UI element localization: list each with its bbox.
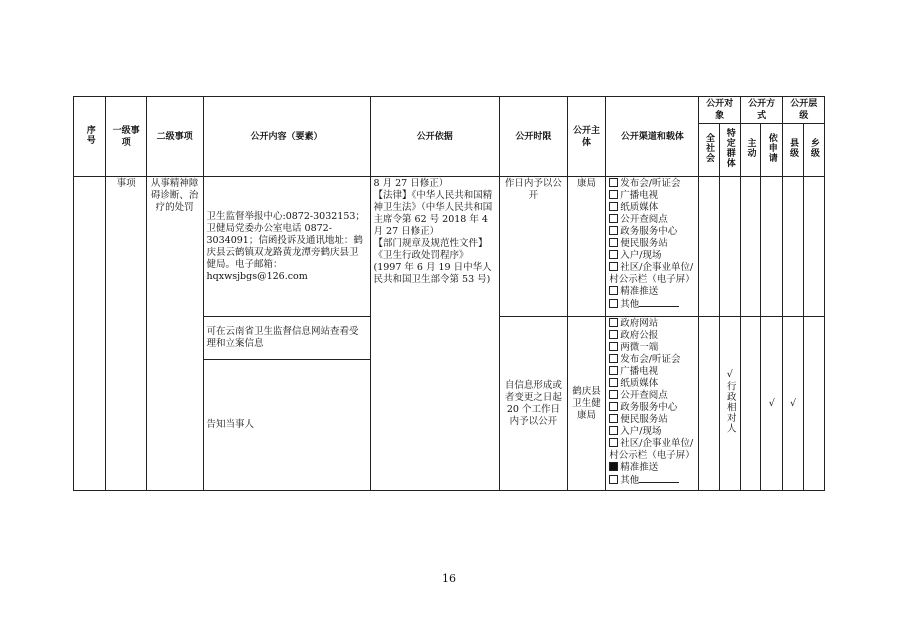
channel-label: 政务服务中心 xyxy=(620,402,678,413)
channel-item xyxy=(609,462,695,474)
channel-label: 精准推送 xyxy=(620,462,659,473)
channel-label: 入户/现场 xyxy=(620,426,662,437)
cell-level1: 事项 xyxy=(106,177,146,491)
channel-label: 发布会/听证会 xyxy=(620,178,681,189)
empty-box-icon xyxy=(609,438,618,447)
channel-item xyxy=(609,286,695,298)
channel-item xyxy=(609,318,695,330)
cell-method-active-1 xyxy=(740,177,760,317)
header-level-group: 公开层级 xyxy=(783,97,825,124)
channel-item xyxy=(609,426,695,438)
cell-channels-1 xyxy=(606,177,699,317)
header-content: 公开内容（要素） xyxy=(203,97,370,177)
cell-level-county-1 xyxy=(783,177,803,317)
header-target-group: 公开对象 xyxy=(699,97,741,124)
channel-item xyxy=(609,402,695,414)
channel-label: 社区/企事业单位/村公示栏（电子屏） xyxy=(609,262,695,285)
header-method-apply: 依申请 xyxy=(761,124,783,177)
cell-target-society-2 xyxy=(699,317,719,491)
specific-group-label: 行政相对人 xyxy=(724,381,736,434)
header-basis: 公开依据 xyxy=(370,97,500,177)
channel-item xyxy=(609,178,695,190)
channel-item xyxy=(609,414,695,426)
cell-time-1: 作日内予以公开 xyxy=(500,177,568,317)
empty-box-icon xyxy=(609,354,618,363)
header-subject: 公开主体 xyxy=(567,97,605,177)
channel-label: 政府网站 xyxy=(620,318,659,329)
empty-box-icon xyxy=(609,250,618,259)
header-method-active: 主动 xyxy=(740,124,760,177)
empty-box-icon xyxy=(609,366,618,375)
header-target-specific: 特定群体 xyxy=(719,124,740,177)
cell-basis: 8 月 27 日修正） 【法律】《中华人民共和国精神卫生法》（中华人民共和国主席令第 62 号 2018 年 4 月 27 日修正） 【部门规章及规范性文件】《卫生行政处罚程序》(1997 年 6 月 19 日中华人民共和国卫生部令第 53 号) xyxy=(370,177,500,491)
channel-label: 便民服务站 xyxy=(620,238,668,249)
cell-target-specific-2 xyxy=(719,317,740,491)
channel-label: 入户/现场 xyxy=(620,250,662,261)
channel-label: 公开查阅点 xyxy=(620,390,668,401)
cell-target-specific-1 xyxy=(719,177,740,317)
header-level2: 二级事项 xyxy=(146,97,203,177)
channel-label: 纸质媒体 xyxy=(620,378,659,389)
channel-item xyxy=(609,330,695,342)
channel-label: 广播电视 xyxy=(620,190,659,201)
cell-channels-2 xyxy=(606,317,699,491)
check-mark: √ xyxy=(726,369,733,381)
channel-label: 广播电视 xyxy=(620,366,659,377)
channel-label: 发布会/听证会 xyxy=(620,354,681,365)
channel-item xyxy=(609,202,695,214)
cell-seq xyxy=(74,177,106,491)
channel-item xyxy=(609,250,695,262)
cell-time-2: 自信息形成或者变更之日起 20 个工作日内予以公开 xyxy=(500,317,568,491)
channel-label: 政府公报 xyxy=(620,330,659,341)
empty-box-icon xyxy=(609,190,618,199)
page-number: 16 xyxy=(442,572,456,585)
cell-level-township-1 xyxy=(803,177,824,317)
channel-item xyxy=(609,214,695,226)
empty-box-icon xyxy=(609,402,618,411)
header-level-county: 县级 xyxy=(783,124,803,177)
channel-item xyxy=(609,390,695,402)
empty-box-icon xyxy=(609,286,618,295)
channel-label: 两微一端 xyxy=(620,342,659,353)
channel-item xyxy=(609,262,695,286)
empty-box-icon xyxy=(609,226,618,235)
cell-level-county-2: √ xyxy=(783,317,803,491)
empty-box-icon xyxy=(609,378,618,387)
empty-box-icon xyxy=(609,426,618,435)
disclosure-table xyxy=(73,96,825,491)
blank-line xyxy=(639,298,679,307)
cell-method-apply-1 xyxy=(761,177,783,317)
header-level-township: 乡级 xyxy=(803,124,824,177)
channel-label: 社区/企事业单位/村公示栏（电子屏） xyxy=(609,438,695,461)
cell-level2: 从事精神障碍诊断、治疗的处罚 xyxy=(146,177,203,491)
empty-box-icon xyxy=(609,238,618,247)
channel-item xyxy=(609,226,695,238)
empty-box-icon xyxy=(609,390,618,399)
cell-content-contact: 卫生监督举报中心:0872-3032153；卫健局党委办公室电话 0872-3034091；信函投诉及通讯地址：鹤庆县云鹤镇双龙路黄龙潭旁鹤庆县卫健局。电子邮箱：hqxwsjbgs@126.com xyxy=(203,177,370,317)
channel-label: 其他 xyxy=(620,475,640,486)
empty-box-icon xyxy=(609,214,618,223)
empty-box-icon xyxy=(609,330,618,339)
empty-box-icon xyxy=(609,262,618,271)
cell-content-website: 可在云南省卫生监督信息网站查看受理和立案信息 xyxy=(203,317,370,360)
empty-box-icon xyxy=(609,414,618,423)
header-target-society: 全社会 xyxy=(699,124,719,177)
cell-subject-2: 鹤庆县卫生健康局 xyxy=(567,317,605,491)
cell-level-township-2 xyxy=(803,317,824,491)
cell-method-active-2 xyxy=(740,317,760,491)
cell-content-notify: 告知当事人 xyxy=(203,360,370,491)
channel-item xyxy=(609,298,695,311)
channel-item xyxy=(609,438,695,462)
empty-box-icon xyxy=(609,299,618,308)
channel-label: 精准推送 xyxy=(620,286,659,297)
channel-label: 其他 xyxy=(620,299,640,310)
channel-item xyxy=(609,366,695,378)
channel-label: 公开查阅点 xyxy=(620,214,668,225)
header-time-limit: 公开时限 xyxy=(500,97,568,177)
channel-label: 纸质媒体 xyxy=(620,202,659,213)
header-level1: 一级事项 xyxy=(106,97,146,177)
checked-box-icon xyxy=(609,462,618,471)
channel-item xyxy=(609,474,695,487)
cell-target-society-1 xyxy=(699,177,719,317)
channel-item xyxy=(609,342,695,354)
channel-item xyxy=(609,190,695,202)
empty-box-icon xyxy=(609,202,618,211)
empty-box-icon xyxy=(609,342,618,351)
empty-box-icon xyxy=(609,178,618,187)
channel-label: 便民服务站 xyxy=(620,414,668,425)
blank-line xyxy=(639,474,679,483)
header-channels: 公开渠道和载体 xyxy=(606,97,699,177)
cell-subject-1: 康局 xyxy=(567,177,605,317)
channel-label: 政务服务中心 xyxy=(620,226,678,237)
header-seq: 序号 xyxy=(74,97,106,177)
cell-method-apply-2: √ xyxy=(761,317,783,491)
header-method-group: 公开方式 xyxy=(740,97,783,124)
empty-box-icon xyxy=(609,318,618,327)
channel-item xyxy=(609,238,695,250)
empty-box-icon xyxy=(609,475,618,484)
channel-item xyxy=(609,354,695,366)
channel-item xyxy=(609,378,695,390)
